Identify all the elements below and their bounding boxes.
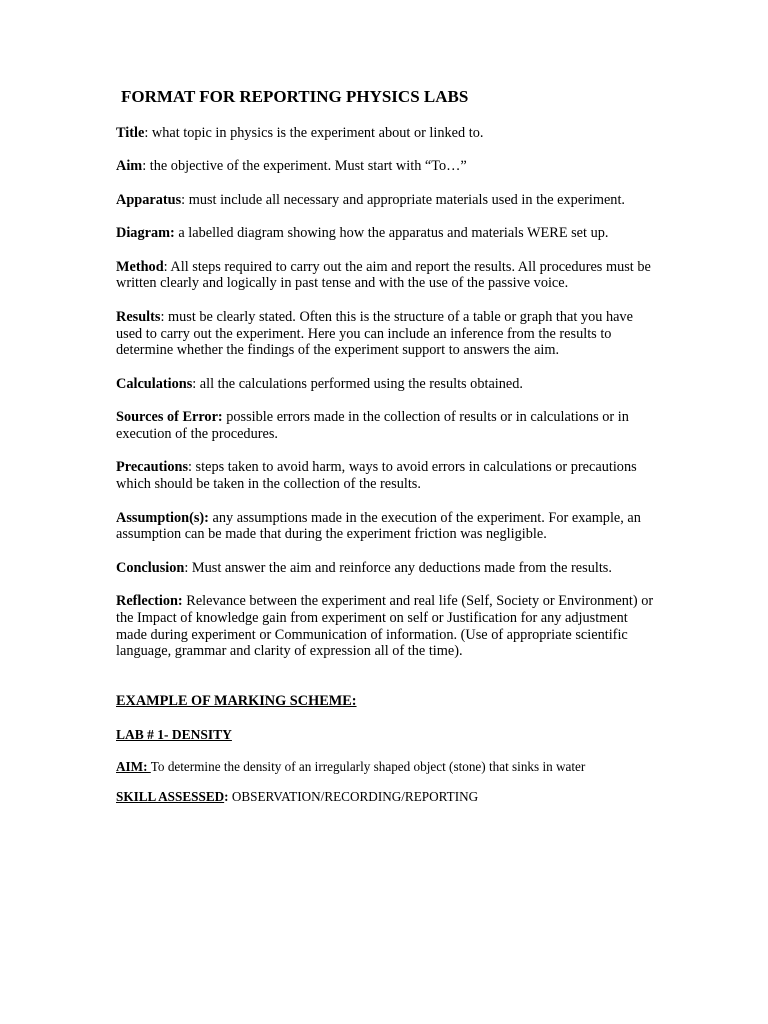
section-term: Assumption(s): [116,509,209,526]
section-apparatus [116,192,656,209]
section-text: : All steps required to carry out the aim and report the results. All procedures must be written clearly and logically in past tense and with the use of the passive voice. [116,258,651,292]
section-text: Relevance between the experiment and real life (Self, Society or Environment) or the Impact of knowledge gain from experiment on self or Justification for any adjustment made during experiment or Communication of information. (Use of appropriate scientific language, grammar and clarity of expression all of the time). [116,593,654,660]
section-term: Results [116,308,161,325]
section-term: Conclusion [116,559,185,576]
section-text: : must be clearly stated. Often this is the structure of a table or graph that you have used to carry out the experiment. Here you can include an inference from the results to determine whether the findings of the experiment support to answers the aim. [116,308,633,359]
section-assumptions [116,510,656,544]
section-title [116,125,656,142]
section-sources-of-error [116,409,656,443]
section-text: : steps taken to avoid harm, ways to avoid errors in calculations or precautions which should be taken in the collection of the results. [116,459,637,493]
skill-assessed [116,788,656,806]
document-title: FORMAT FOR REPORTING PHYSICS LABS [121,87,469,106]
lab-aim-text: To determine the density of an irregularly shaped object (stone) that sinks in water [150,759,586,775]
section-text: : what topic in physics is the experiment about or linked to. [144,125,484,141]
section-term: Title [116,125,145,141]
section-text: : all the calculations performed using the results obtained. [192,375,523,392]
section-precautions [116,459,656,493]
lab-aim [116,758,656,776]
skill-assessed-colon: : [224,789,229,805]
section-term: Calculations [116,375,193,392]
document-page [116,86,656,806]
section-calculations [116,376,656,393]
section-aim [116,158,656,175]
section-text: : must include all necessary and appropriate materials used in the experiment. [181,191,626,208]
marking-scheme-heading: EXAMPLE OF MARKING SCHEME: [116,693,357,710]
section-text: : the objective of the experiment. Must start with “To…” [142,158,467,175]
section-term: Precautions [116,459,189,476]
skill-assessed-label: SKILL ASSESSED [116,789,225,805]
section-method [116,259,656,293]
section-conclusion [116,560,656,577]
section-term: Sources of Error: [116,409,223,426]
section-term: Reflection: [116,593,183,610]
section-term: Diagram: [116,225,175,242]
section-results [116,309,656,359]
section-text: a labelled diagram showing how the apparatus and materials WERE set up. [174,225,609,242]
section-reflection [116,593,656,660]
section-text: possible errors made in the collection of results or in calculations or in execution of the procedures. [116,409,629,442]
section-term: Method [116,258,164,275]
section-diagram [116,225,656,242]
section-term: Aim [116,158,143,175]
skill-assessed-text: OBSERVATION/RECORDING/REPORTING [228,789,479,805]
section-text: : Must answer the aim and reinforce any deductions made from the results. [184,559,612,576]
lab-aim-label: AIM: [116,759,151,775]
section-text: any assumptions made in the execution of the experiment. For example, an assumption can be made that during the experiment friction was negligible. [116,509,641,543]
section-term: Apparatus [116,191,182,208]
lab-heading: LAB # 1- DENSITY [116,727,232,743]
